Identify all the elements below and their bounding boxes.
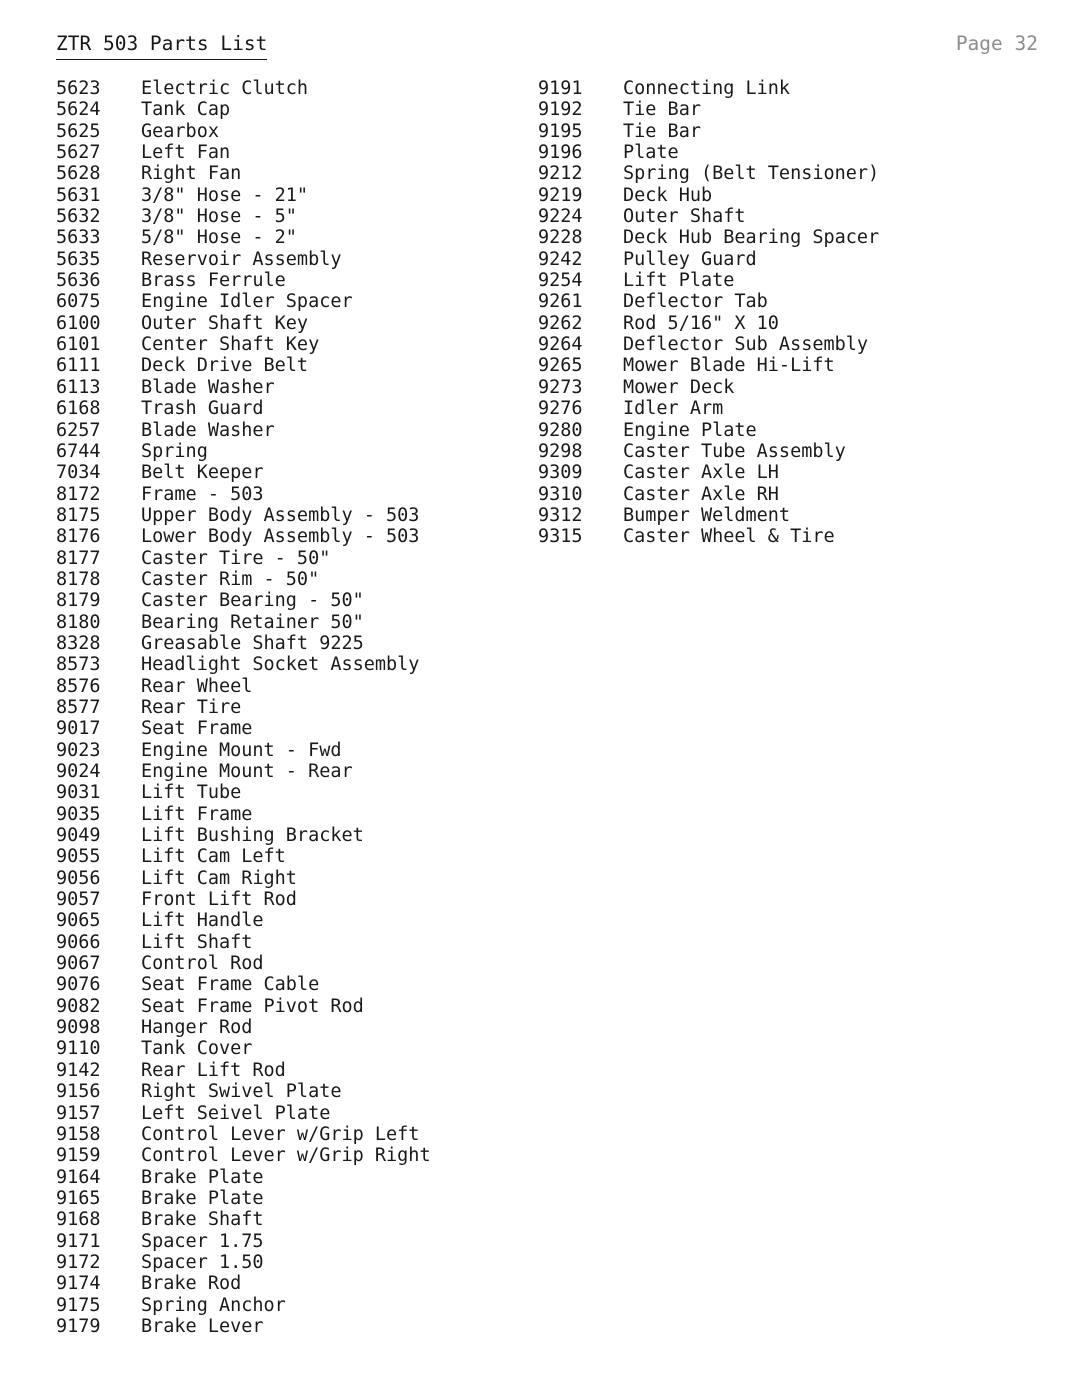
- table-row: [538, 441, 879, 462]
- table-row: [538, 505, 879, 526]
- table-row: [56, 313, 431, 334]
- table-row: [56, 1252, 431, 1273]
- part-description: Tank Cover: [141, 1038, 253, 1060]
- part-number: 9224: [538, 206, 583, 228]
- table-row: [56, 1038, 431, 1059]
- part-number: 6113: [56, 376, 101, 398]
- table-row: [538, 121, 879, 142]
- table-row: [56, 1209, 431, 1230]
- part-description: Deflector Tab: [623, 291, 768, 313]
- table-row: [56, 590, 431, 611]
- part-description: Connecting Link: [623, 78, 791, 99]
- part-number: 8175: [56, 504, 101, 526]
- part-number: 9168: [56, 1209, 101, 1231]
- part-number: 9065: [56, 910, 101, 932]
- part-number: 8177: [56, 547, 101, 569]
- part-description: Spring: [141, 440, 208, 462]
- part-number: 7034: [56, 462, 101, 484]
- part-description: Gearbox: [141, 120, 219, 142]
- part-description: Control Lever w/Grip Right: [141, 1145, 431, 1167]
- part-number: 9261: [538, 291, 583, 313]
- part-description: Lift Shaft: [141, 931, 253, 953]
- part-number: 9066: [56, 931, 101, 953]
- table-row: [538, 163, 879, 184]
- part-number: 9212: [538, 163, 583, 185]
- part-number: 6744: [56, 440, 101, 462]
- table-row: [56, 1316, 431, 1337]
- part-description: Spring Anchor: [141, 1294, 286, 1316]
- part-number: 8178: [56, 568, 101, 590]
- table-row: [56, 1231, 431, 1252]
- part-description: Outer Shaft: [623, 206, 746, 228]
- table-row: [56, 1060, 431, 1081]
- part-description: Mower Blade Hi-Lift: [623, 355, 835, 377]
- part-description: Deck Hub Bearing Spacer: [623, 227, 880, 249]
- part-number: 9254: [538, 270, 583, 292]
- part-number: 9017: [56, 718, 101, 740]
- table-row: [56, 1145, 431, 1166]
- part-description: Brake Shaft: [141, 1209, 264, 1231]
- part-description: Lift Bushing Bracket: [141, 825, 364, 847]
- part-number: 9031: [56, 782, 101, 804]
- part-number: 5631: [56, 184, 101, 206]
- table-row: [56, 270, 431, 291]
- part-number: 9179: [56, 1315, 101, 1337]
- part-description: Spacer 1.75: [141, 1230, 264, 1252]
- parts-list-right-column: [538, 78, 879, 548]
- table-row: [538, 334, 879, 355]
- part-number: 9175: [56, 1294, 101, 1316]
- table-row: [56, 526, 431, 547]
- part-description: Seat Frame Pivot Rod: [141, 995, 364, 1017]
- part-description: Lift Frame: [141, 803, 253, 825]
- part-description: Lift Handle: [141, 910, 264, 932]
- part-description: Engine Idler Spacer: [141, 291, 353, 313]
- part-number: 6100: [56, 312, 101, 334]
- table-row: [56, 910, 431, 931]
- table-row: [538, 462, 879, 483]
- part-description: Spring (Belt Tensioner): [623, 163, 880, 185]
- part-description: Caster Tire - 50": [141, 547, 331, 569]
- table-row: [56, 889, 431, 910]
- part-number: 9262: [538, 312, 583, 334]
- part-number: 9110: [56, 1038, 101, 1060]
- part-description: Brake Rod: [141, 1273, 242, 1295]
- part-number: 9157: [56, 1102, 101, 1124]
- table-row: [56, 398, 431, 419]
- table-row: [56, 804, 431, 825]
- part-description: Left Seivel Plate: [141, 1102, 331, 1124]
- table-row: [56, 1167, 431, 1188]
- part-description: Deck Hub: [623, 184, 713, 206]
- part-number: 9164: [56, 1166, 101, 1188]
- part-number: 8328: [56, 632, 101, 654]
- part-description: Deflector Sub Assembly: [623, 334, 869, 356]
- part-number: 9196: [538, 142, 583, 164]
- table-row: [56, 825, 431, 846]
- part-description: 3/8" Hose - 5": [141, 206, 297, 228]
- part-number: 8180: [56, 611, 101, 633]
- part-number: 9298: [538, 440, 583, 462]
- part-description: Left Fan: [141, 142, 231, 164]
- part-description: Rear Wheel: [141, 675, 253, 697]
- part-number: 9174: [56, 1273, 101, 1295]
- part-number: 9076: [56, 974, 101, 996]
- table-row: [538, 78, 879, 99]
- table-row: [538, 142, 879, 163]
- part-number: 9156: [56, 1081, 101, 1103]
- table-row: [56, 249, 431, 270]
- table-row: [56, 505, 431, 526]
- table-row: [538, 377, 879, 398]
- table-row: [56, 142, 431, 163]
- part-number: 8576: [56, 675, 101, 697]
- page-header: [0, 0, 1080, 70]
- part-description: Caster Axle LH: [623, 462, 779, 484]
- part-description: Belt Keeper: [141, 462, 264, 484]
- part-description: Lift Cam Right: [141, 867, 297, 889]
- part-number: 5623: [56, 78, 101, 99]
- part-number: 9055: [56, 846, 101, 868]
- table-row: [538, 484, 879, 505]
- part-description: Center Shaft Key: [141, 334, 320, 356]
- part-description: Outer Shaft Key: [141, 312, 309, 334]
- part-description: Bearing Retainer 50": [141, 611, 364, 633]
- part-number: 9264: [538, 334, 583, 356]
- table-row: [56, 1081, 431, 1102]
- table-row: [56, 206, 431, 227]
- part-description: Seat Frame Cable: [141, 974, 320, 996]
- part-number: 9219: [538, 184, 583, 206]
- part-number: 9067: [56, 953, 101, 975]
- part-description: Front Lift Rod: [141, 889, 297, 911]
- part-description: Headlight Socket Assembly: [141, 654, 420, 676]
- table-row: [56, 185, 431, 206]
- part-number: 9159: [56, 1145, 101, 1167]
- part-description: Brass Ferrule: [141, 270, 286, 292]
- table-row: [538, 185, 879, 206]
- table-row: [56, 163, 431, 184]
- table-row: [538, 291, 879, 312]
- table-row: [56, 740, 431, 761]
- part-description: Blade Washer: [141, 376, 275, 398]
- part-description: Engine Mount - Fwd: [141, 739, 342, 761]
- table-row: [56, 654, 431, 675]
- part-number: 5633: [56, 227, 101, 249]
- part-description: Upper Body Assembly - 503: [141, 504, 420, 526]
- table-row: [56, 868, 431, 889]
- part-number: 9265: [538, 355, 583, 377]
- table-row: [538, 420, 879, 441]
- part-number: 9056: [56, 867, 101, 889]
- part-description: Lower Body Assembly - 503: [141, 526, 420, 548]
- part-description: Brake Lever: [141, 1315, 264, 1337]
- part-number: 9023: [56, 739, 101, 761]
- table-row: [56, 420, 431, 441]
- part-description: Rod 5/16" X 10: [623, 312, 779, 334]
- part-description: Deck Drive Belt: [141, 355, 309, 377]
- part-description: Control Rod: [141, 953, 264, 975]
- part-description: Hanger Rod: [141, 1017, 253, 1039]
- part-description: Control Lever w/Grip Left: [141, 1123, 420, 1145]
- part-description: Brake Plate: [141, 1166, 264, 1188]
- parts-list-left-column: [56, 78, 431, 1337]
- part-description: Rear Lift Rod: [141, 1059, 286, 1081]
- part-number: 8577: [56, 696, 101, 718]
- table-row: [56, 633, 431, 654]
- part-number: 8176: [56, 526, 101, 548]
- table-row: [56, 569, 431, 590]
- table-row: [56, 718, 431, 739]
- part-number: 5628: [56, 163, 101, 185]
- part-description: Greasable Shaft 9225: [141, 632, 364, 654]
- part-description: Engine Mount - Rear: [141, 761, 353, 782]
- part-number: 9276: [538, 398, 583, 420]
- table-row: [56, 377, 431, 398]
- table-row: [56, 932, 431, 953]
- part-description: Tie Bar: [623, 120, 701, 142]
- table-row: [56, 1017, 431, 1038]
- table-row: [56, 291, 431, 312]
- table-row: [538, 270, 879, 291]
- table-row: [538, 526, 879, 547]
- table-row: [56, 974, 431, 995]
- table-row: [538, 398, 879, 419]
- part-number: 9280: [538, 419, 583, 441]
- part-description: Engine Plate: [623, 419, 757, 441]
- table-row: [56, 441, 431, 462]
- part-number: 9049: [56, 825, 101, 847]
- table-row: [56, 676, 431, 697]
- part-description: Tie Bar: [623, 99, 701, 121]
- table-row: [538, 227, 879, 248]
- table-row: [538, 249, 879, 270]
- part-number: 9035: [56, 803, 101, 825]
- part-number: 9082: [56, 995, 101, 1017]
- part-description: Frame - 503: [141, 483, 264, 505]
- table-row: [56, 1124, 431, 1145]
- part-description: Right Fan: [141, 163, 242, 185]
- part-description: 5/8" Hose - 2": [141, 227, 297, 249]
- part-description: Lift Cam Left: [141, 846, 286, 868]
- table-row: [56, 334, 431, 355]
- table-row: [56, 355, 431, 376]
- part-number: 6101: [56, 334, 101, 356]
- part-number: 9273: [538, 376, 583, 398]
- part-number: 9142: [56, 1059, 101, 1081]
- part-number: 9191: [538, 78, 583, 99]
- part-number: 5624: [56, 99, 101, 121]
- table-row: [56, 78, 431, 99]
- part-description: Bumper Weldment: [623, 504, 791, 526]
- table-row: [538, 99, 879, 120]
- table-row: [56, 1273, 431, 1294]
- part-description: Pulley Guard: [623, 248, 757, 270]
- part-number: 9242: [538, 248, 583, 270]
- part-description: Electric Clutch: [141, 78, 309, 99]
- table-row: [56, 227, 431, 248]
- part-number: 9165: [56, 1187, 101, 1209]
- table-row: [56, 462, 431, 483]
- table-row: [56, 697, 431, 718]
- part-description: Blade Washer: [141, 419, 275, 441]
- part-number: 5636: [56, 270, 101, 292]
- table-row: [56, 996, 431, 1017]
- table-row: [56, 1188, 431, 1209]
- part-number: 9057: [56, 889, 101, 911]
- part-number: 5632: [56, 206, 101, 228]
- part-number: 6257: [56, 419, 101, 441]
- part-description: Brake Plate: [141, 1187, 264, 1209]
- part-number: 9309: [538, 462, 583, 484]
- table-row: [56, 548, 431, 569]
- part-description: Plate: [623, 142, 679, 164]
- part-number: 9228: [538, 227, 583, 249]
- part-number: 6075: [56, 291, 101, 313]
- part-number: 6111: [56, 355, 101, 377]
- part-number: 9315: [538, 526, 583, 548]
- part-description: Lift Plate: [623, 270, 735, 292]
- table-row: [56, 846, 431, 867]
- table-row: [56, 612, 431, 633]
- page-number: Page 32: [955, 32, 1038, 55]
- table-row: [56, 1103, 431, 1124]
- part-description: Trash Guard: [141, 398, 264, 420]
- part-number: 8573: [56, 654, 101, 676]
- part-number: 9171: [56, 1230, 101, 1252]
- part-description: 3/8" Hose - 21": [141, 184, 309, 206]
- part-description: Reservoir Assembly: [141, 248, 342, 270]
- table-row: [56, 99, 431, 120]
- part-description: Caster Bearing - 50": [141, 590, 364, 612]
- part-number: 9172: [56, 1251, 101, 1273]
- part-description: Right Swivel Plate: [141, 1081, 342, 1103]
- table-row: [56, 484, 431, 505]
- part-number: 9158: [56, 1123, 101, 1145]
- table-row: [538, 313, 879, 334]
- part-description: Caster Tube Assembly: [623, 440, 846, 462]
- part-number: 9024: [56, 761, 101, 782]
- table-row: [56, 953, 431, 974]
- table-row: [56, 1295, 431, 1316]
- part-description: Seat Frame: [141, 718, 253, 740]
- part-description: Idler Arm: [623, 398, 724, 420]
- part-number: 8172: [56, 483, 101, 505]
- part-description: Mower Deck: [623, 376, 735, 398]
- part-number: 9192: [538, 99, 583, 121]
- part-description: Caster Wheel & Tire: [623, 526, 835, 548]
- part-description: Rear Tire: [141, 696, 242, 718]
- page-title: ZTR 503 Parts List: [56, 33, 267, 60]
- part-number: 5625: [56, 120, 101, 142]
- table-row: [56, 121, 431, 142]
- part-number: 6168: [56, 398, 101, 420]
- part-number: 8179: [56, 590, 101, 612]
- part-number: 5627: [56, 142, 101, 164]
- part-description: Caster Axle RH: [623, 483, 779, 505]
- part-number: 9098: [56, 1017, 101, 1039]
- part-description: Lift Tube: [141, 782, 242, 804]
- part-description: Spacer 1.50: [141, 1251, 264, 1273]
- part-number: 9310: [538, 483, 583, 505]
- part-number: 9312: [538, 504, 583, 526]
- table-row: [538, 355, 879, 376]
- table-row: [56, 782, 431, 803]
- part-description: Tank Cap: [141, 99, 231, 121]
- part-number: 9195: [538, 120, 583, 142]
- table-row: [538, 206, 879, 227]
- part-description: Caster Rim - 50": [141, 568, 320, 590]
- part-number: 5635: [56, 248, 101, 270]
- table-row: [56, 761, 431, 782]
